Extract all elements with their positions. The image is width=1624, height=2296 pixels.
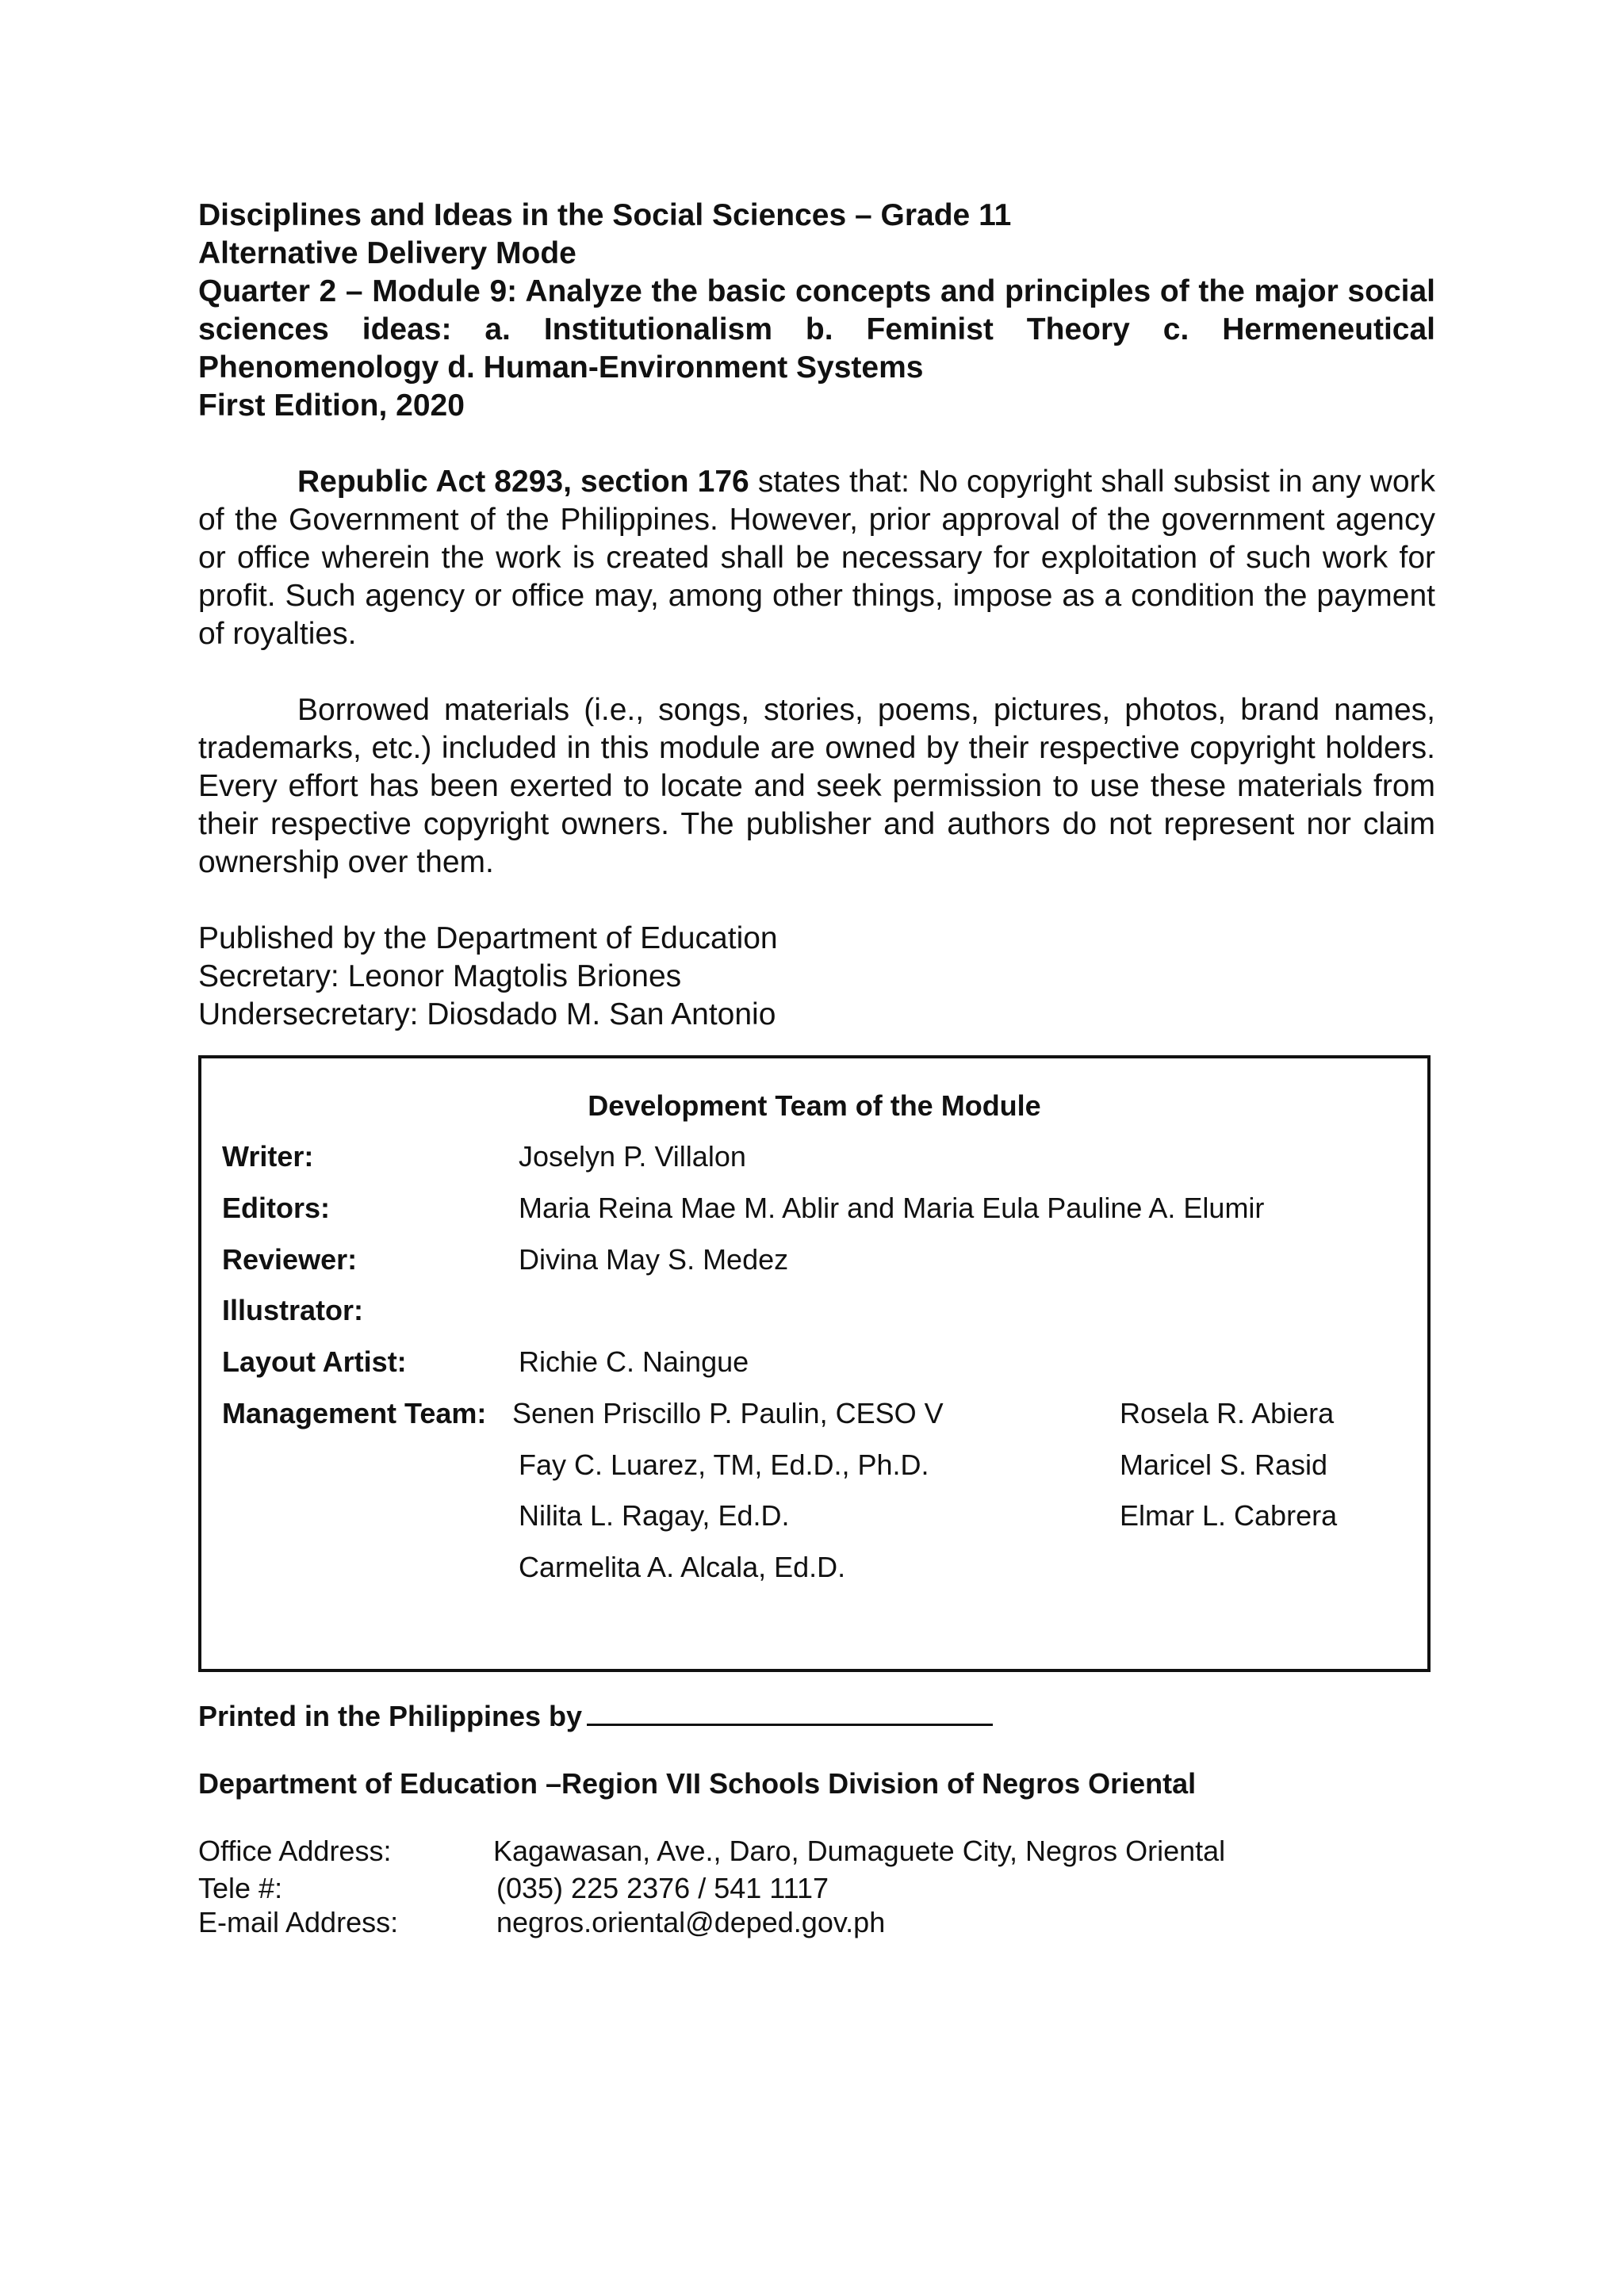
member-name: Maria Reina Mae M. Ablir and Maria Eula Pauline A. Elumir <box>519 1192 1265 1224</box>
undersecretary: Undersecretary: Diosdado M. San Antonio <box>198 997 776 1031</box>
edition: First Edition, 2020 <box>198 388 465 423</box>
member-name: Joselyn P. Villalon <box>519 1140 746 1173</box>
office-name: Department of Education –Region VII Schools Division of Negros Oriental <box>198 1767 1197 1800</box>
role-label: Layout Artist: <box>222 1345 407 1378</box>
contact-value: (035) 225 2376 / 541 1117 <box>496 1872 829 1904</box>
contact-value: negros.oriental@deped.gov.ph <box>496 1906 886 1938</box>
contact-label: E-mail Address: <box>198 1906 399 1938</box>
role-label: Writer: <box>222 1140 314 1173</box>
member-name: Rosela R. Abiera <box>1120 1397 1335 1429</box>
subject-title: Disciplines and Ideas in the Social Sciences – Grade 11 <box>198 198 1012 232</box>
copyright-text: states that: No copyright shall subsist in any work of the Government of the Philippines. However, prior approval of the government agency or office wherein the work is created shall be necessary for exploitation of such work for profit. Such agency or office may, among other things, impose as a condition the payment of royalties. <box>198 465 1435 651</box>
publisher: Published by the Department of Education <box>198 921 778 955</box>
role-label: Editors: <box>222 1192 331 1224</box>
member-name: Elmar L. Cabrera <box>1120 1499 1338 1532</box>
publication-info <box>198 920 1435 1034</box>
development-team-box <box>198 1055 1431 1672</box>
member-name: Senen Priscillo P. Paulin, CESO V <box>512 1397 944 1429</box>
contact-label: Office Address: <box>198 1835 392 1867</box>
secretary: Secretary: Leonor Magtolis Briones <box>198 959 682 993</box>
borrowed-materials-notice: Borrowed materials (i.e., songs, stories, poems, pictures, photos, brand names, trademarks, etc.) included in this module are owned by their respective copyright holders. Every effort has been exerted to locate and seek permission to use these materials from their respective copyright owners. The publisher and authors do not represent nor claim ownership over them. <box>198 693 1435 879</box>
role-label: Reviewer: <box>222 1243 358 1276</box>
republic-act-ref: Republic Act 8293, section 176 <box>297 465 749 499</box>
copyright-page <box>198 197 1435 1938</box>
role-label: Illustrator: <box>222 1294 364 1326</box>
printed-by-label: Printed in the Philippines by <box>198 1700 583 1732</box>
member-name: Maricel S. Rasid <box>1120 1448 1328 1481</box>
module-title: Quarter 2 – Module 9: Analyze the basic concepts and principles of the major social sciences ideas: a. Institutionalism b. Feminist Theory c. Hermeneutical Phenomenology d. Human-Environment Systems <box>198 274 1435 385</box>
member-name: Nilita L. Ragay, Ed.D. <box>519 1499 790 1532</box>
title-block <box>198 197 1435 425</box>
member-name: Fay C. Luarez, TM, Ed.D., Ph.D. <box>519 1448 929 1481</box>
contact-label: Tele #: <box>198 1872 283 1904</box>
printed-by <box>198 1699 993 1734</box>
member-name: Carmelita A. Alcala, Ed.D. <box>519 1551 846 1583</box>
contact-value: Kagawasan, Ave., Daro, Dumaguete City, Negros Oriental <box>493 1835 1226 1867</box>
role-label: Management Team: <box>222 1397 487 1429</box>
team-heading: Development Team of the Module <box>588 1089 1041 1122</box>
member-name: Richie C. Naingue <box>519 1345 749 1378</box>
member-name: Divina May S. Medez <box>519 1243 789 1276</box>
printer-blank-line <box>587 1700 993 1726</box>
copyright-notice <box>198 463 1435 653</box>
delivery-mode: Alternative Delivery Mode <box>198 236 576 270</box>
